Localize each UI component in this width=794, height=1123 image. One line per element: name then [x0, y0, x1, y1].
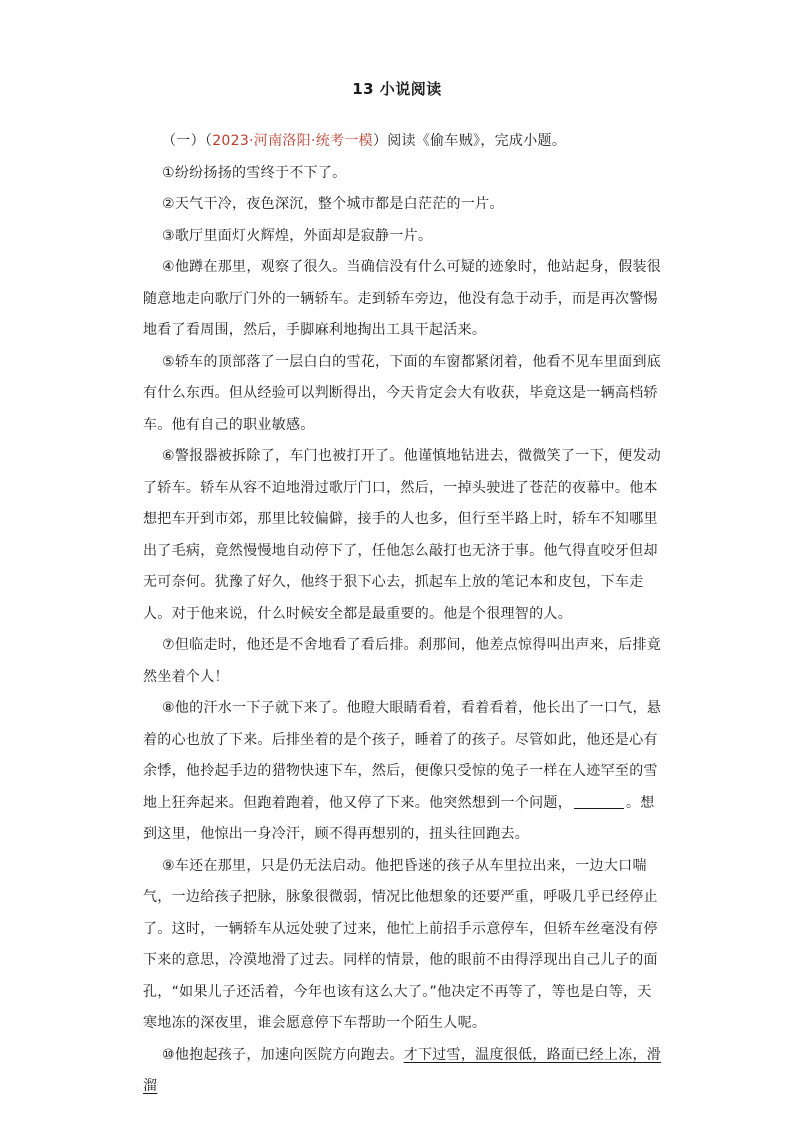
question-header — [143, 126, 665, 158]
underlined-sentence: 才下过雪，温度很低，路面已经上冻，滑溜 — [143, 1046, 662, 1094]
paragraph-7: ⑦但临走时，他还是不舍地看了看后排。刹那间，他差点惊得叫出声来，后排竟然坐着个人！ — [143, 637, 662, 685]
paragraph-1: ①纷纷扬扬的雪终于不下了。 — [162, 164, 347, 181]
question-prefix: （一）（ — [162, 133, 213, 149]
paragraph-6: ⑥警报器被拆除了，车门也被打开了。他谨慎地钻进去，微微笑了一下，便发动了轿车。轿车从容不迫地滑过歌厅门口，然后，一掉头驶进了苍茫的夜幕中。他本想把车开到市郊，那里比较偏僻，接手的人也多，但行至半路上时，轿车不知哪里出了毛病，竟然慢慢地自动停下了，任他怎么敲打也无济于事。他气得直咬牙但却无可奈何。犹豫了好久，他终于狠下心去，抓起车上放的笔记本和皮包，下车走人。对于他来说，什么时候安全都是最重要的。他是个很理智的人。 — [143, 448, 662, 622]
paragraph-4: ④他蹲在那里，观察了很久。当确信没有什么可疑的迹象时，他站起身，假装很随意地走向歌厅门外的一辆轿车。走到轿车旁边，他没有急于动手，而是再次警惕地看了看周围，然后，手脚麻利地掏出工具干起活来。 — [143, 259, 662, 338]
paragraph-8-before: ⑧他的汗水一下子就下来了。他瞪大眼睛看着，看着看着，他长出了一口气，悬着的心也放了下来。后排坐着的是个孩子，睡着了的孩子。尽管如此，他还是心有余悸，他拎起手边的猎物快速下车，然后，便像只受惊的兔子一样在人迹罕至的雪地上狂奔起来。但跑着跑着，他又停了下来。他突然想到一个问题， — [143, 700, 662, 811]
paragraph-10 — [143, 1040, 665, 1103]
question-suffix: ）阅读《偷车贼》，完成小题。 — [372, 133, 567, 149]
paragraph-3: ③歌厅里面灯火辉煌，外面却是寂静一片。 — [162, 227, 433, 244]
page-title: 13 小说阅读 — [352, 80, 442, 98]
paragraph-10-before: ⑩他抱起孩子，加速向医院方向跑去。 — [162, 1046, 404, 1063]
paragraph-2: ②天气干冷，夜色深沉，整个城市都是白茫茫的一片。 — [162, 196, 504, 212]
reading-passage — [143, 126, 665, 1103]
paragraph-8 — [143, 693, 665, 851]
paragraph-8-after: 。想到这里，他惊出一身冷汗，顾不得再想别的，扭头往回跑去。 — [143, 794, 655, 842]
paragraph-9: ⑨车还在那里，只是仍无法启动。他把昏迷的孩子从车里拉出来，一边大口喘气，一边给孩子把脉，脉象很微弱，情况比他想象的还要严重，呼吸几乎已经停止了。这时，一辆轿车从远处驶了过来，他忙上前招手示意停车，但轿车丝毫没有停下来的意思，冷漠地滑了过去。同样的情景，他的眼前不由得浮现出自己儿子的面孔，“如果儿子还活着，今年也该有这么大了。”他决定不再等了，等也是白等，天寒地冻的深夜里，谁会愿意停下车帮助一个陌生人呢。 — [143, 857, 658, 1031]
paragraph-5: ⑤轿车的顶部落了一层白白的雪花，下面的车窗都紧闭着，他看不见车里面到底有什么东西。但从经验可以判断得出，今天肯定会大有收获，毕竟这是一辆高档轿车。他有自己的职业敏感。 — [143, 353, 662, 433]
question-source: 2023·河南洛阳·统考一模 — [212, 133, 373, 149]
answer-blank — [574, 794, 624, 809]
